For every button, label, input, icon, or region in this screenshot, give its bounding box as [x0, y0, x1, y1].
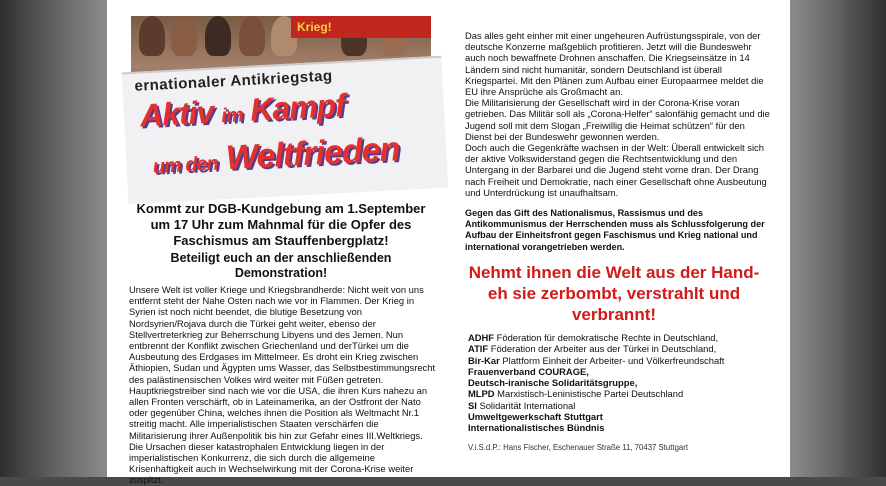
- slogan: Nehmt ihnen die Welt aus der Hand- eh sie zerbombt, verstrahlt und verbrannt!: [468, 263, 760, 324]
- banner-top-text: ernationaler Antikriegstag: [134, 67, 334, 95]
- banner-line-1: Aktiv im Kampf: [139, 86, 346, 134]
- subheadline: Beteiligt euch an der anschließenden Demonstration!: [170, 251, 392, 280]
- list-item: Umweltgewerkschaft Stuttgart: [468, 411, 603, 423]
- list-item: ATIF Föderation der Arbeiter aus der Türkei in Deutschland,: [468, 343, 717, 355]
- list-item: Deutsch-iranische Solidaritätsgruppe,: [468, 377, 638, 389]
- protest-banner: [122, 56, 448, 205]
- list-item: Bir-Kar Plattform Einheit der Arbeiter- und Völkerfreundschaft: [468, 354, 725, 366]
- left-body-text: Unsere Welt ist voller Kriege und Kriegsbrandherde: Nicht weit von uns entfernt steht der Nahe Osten nach wie vor in Flammen. Der Krieg in Syrien ist noch nicht beendet, die blutige Besetzung von Nordsyrien/Rojava durch die Türkei geht weiter, ebenso der Stellvertreterkrieg zur Beherrschung Libyens und des Jemen. Nun entbrennt der Konflikt zwischen Griechenland und derTürkei um die Ausbeutung des Erdgases im Mittelmeer. Es droht ein Krieg zwischen Äthiopien, Sudan und Ägypten ums Wasser, das Selbstbestimmungsrecht des palästinensischen Volkes wird weiter mit Füßen getreten. Hauptkriegstreiber sind nach wie vor die USA, die ihren Kurs nahezu an allen Fronten verschärft, ob in Lateinamerika, an der Ostfront der Nato oder gegenüber China, welches ihnen die Position als Weltmacht Nr.1 streitig macht. Alle imperialistischen Staaten verschärfen die Militarisierung ihrer Außenpolitik bis hin zur Gefahr eines III.Weltkriegs. Die Ursachen dieser katastrophalen Entwicklung liegen in der imperialistischen Konkurrenz, die sich durch die allgemeine Krisenhaftigkeit auch in Wechselwirkung mit der Corona-Krise weiter zuspitzt.: [129, 284, 436, 486]
- list-item: Frauenverband COURAGE,: [468, 365, 589, 377]
- imprint: V.i.S.d.P.: Hans Fischer, Eschenauer Straße 11, 70437 Stuttgart: [468, 443, 689, 452]
- paragraph: Doch auch die Gegenkräfte wachsen in der Welt: Überall entwickelt sich der aktive Volkswiderstand gegen die Rechtsentwicklung und den Untergang in der Barbarei und die Jugend steht vorne dran. Der Drang nach Freiheit und Demokratie, nach einer Gesellschaft ohne Ausbeutung und Unterdrückung ist unaufhaltsam.: [465, 142, 767, 198]
- demonstration-photo: [131, 16, 431, 186]
- paragraph: Das alles geht einher mit einer ungeheuren Aufrüstungsspirale, von der deutsche Konzerne maßgeblich profitieren. Jetzt will die Bundeswehr auch noch bewaffnete Drohnen anschaffen. Die Kriegseinsätze in 14 Ländern sind nicht humanitär, sondern Deutschland ist überall Kriegspartei. Mit den Plänen zum Aufbau einer Europaarmee meldet die EU ihre Ansprüche als Großmacht an.: [465, 30, 764, 98]
- protest-sign: Krieg!: [291, 16, 431, 38]
- background-right: [790, 0, 886, 477]
- right-body-text: [465, 30, 770, 198]
- list-item: SI Solidarität International: [468, 399, 576, 411]
- list-item: Internationalistisches Bündnis: [468, 422, 605, 434]
- paragraph: Die Militarisierung der Gesellschaft wird in der Corona-Krise voran getrieben. Das Militär soll als „Corona-Helfer“ salonfähig gemacht und die Jugend soll mit dem Slogan „Freiwillig die Heimat schützen“ für den Dienst bei der Bundeswehr gewonnen werden.: [465, 97, 770, 142]
- list-item: ADHF Föderation für demokratische Rechte in Deutschland,: [468, 332, 719, 343]
- flyer-page: [107, 0, 790, 486]
- background-left: [0, 0, 107, 477]
- list-item: MLPD Marxistisch-Leninistische Partei Deutschland: [468, 388, 684, 400]
- headline: Kommt zur DGB-Kundgebung am 1.September um 17 Uhr zum Mahnmal für die Opfer des Faschismus am Stauffenbergplatz!: [136, 201, 426, 248]
- organization-list: [468, 332, 768, 434]
- banner-line-2: um den Weltfrieden: [152, 130, 401, 178]
- conclusion-paragraph: Gegen das Gift des Nationalismus, Rassismus und des Antikommunismus der Herrschenden muss als Schlussfolgerung der Aufbau der Einheitsfront gegen Faschismus und Krieg national und international vorangetrieben werden.: [465, 208, 765, 252]
